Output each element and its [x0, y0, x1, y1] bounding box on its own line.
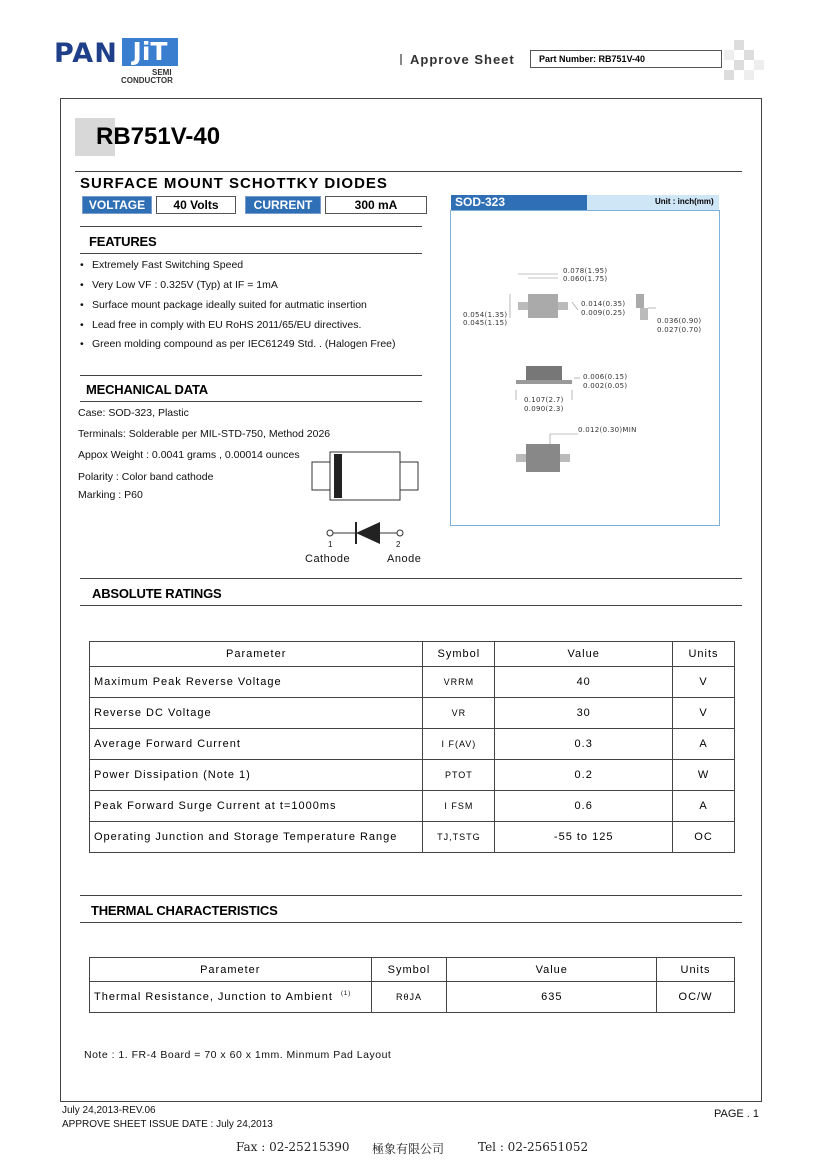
- absolute-ratings-table: [89, 641, 735, 853]
- current-label: CURRENT: [245, 196, 321, 214]
- feature-item: • Surface mount package ideally suited for autmatic insertion: [80, 299, 367, 311]
- mechanical-item: Appox Weight : 0.0041 grams , 0.00014 ounces: [78, 449, 300, 461]
- divider: [80, 895, 742, 896]
- table-cell: A: [673, 791, 735, 822]
- dim-label: 0.036(0.90): [657, 317, 702, 325]
- table-cell: Thermal Resistance, Junction to Ambient $^{(1)}$: [90, 982, 372, 1013]
- mechanical-item: Marking : P60: [78, 489, 143, 501]
- feature-item: • Lead free in comply with EU RoHS 2011/65/EU directives.: [80, 319, 362, 331]
- features-heading: FEATURES: [89, 234, 157, 249]
- table-header: Units: [673, 642, 735, 667]
- table-header: Value: [447, 958, 657, 982]
- fax-number: Fax : 02-25215390: [236, 1140, 350, 1154]
- thermal-heading: THERMAL CHARACTERISTICS: [91, 903, 278, 918]
- table-cell: VR: [423, 698, 495, 729]
- divider: [80, 605, 742, 606]
- table-cell: Average Forward Current: [90, 729, 423, 760]
- current-value: 300 mA: [325, 196, 427, 214]
- table-row: [90, 729, 735, 760]
- table-header: Symbol: [423, 642, 495, 667]
- table-cell: Power Dissipation (Note 1): [90, 760, 423, 791]
- dim-label: 0.014(0.35): [581, 300, 626, 308]
- table-cell: Operating Junction and Storage Temperature Range: [90, 822, 423, 853]
- tel-number: Tel : 02-25651052: [478, 1140, 589, 1154]
- table-cell: I FSM: [423, 791, 495, 822]
- table-cell: 40: [495, 667, 673, 698]
- feature-item: • Extremely Fast Switching Speed: [80, 259, 244, 271]
- table-header: Units: [657, 958, 735, 982]
- voltage-label: VOLTAGE: [82, 196, 152, 214]
- package-unit: Unit : inch(mm): [655, 197, 714, 206]
- table-header: Parameter: [90, 958, 372, 982]
- table-cell: OC: [673, 822, 735, 853]
- table-row: [90, 698, 735, 729]
- table-header-row: [90, 958, 735, 982]
- table-cell: RθJA: [371, 982, 447, 1013]
- logo-semi-text: SEMI: [152, 68, 172, 77]
- divider: [75, 171, 742, 172]
- page-title: RB751V-40: [96, 123, 221, 150]
- divider: [80, 253, 422, 254]
- table-cell: 0.3: [495, 729, 673, 760]
- dim-label: 0.078(1.95): [563, 267, 608, 275]
- dim-label: 0.006(0.15): [583, 373, 628, 381]
- table-row: [90, 822, 735, 853]
- table-cell: I F(AV): [423, 729, 495, 760]
- pin2-label: 2: [396, 540, 401, 549]
- logo-jit-text: JiT: [122, 38, 178, 66]
- mechanical-item: Terminals: Solderable per MIL-STD-750, Method 2026: [78, 428, 331, 440]
- table-cell: 0.6: [495, 791, 673, 822]
- dim-label: 0.002(0.05): [583, 382, 628, 390]
- package-name: SOD-323: [451, 195, 587, 210]
- table-cell: V: [673, 667, 735, 698]
- divider: [80, 922, 742, 923]
- approve-sheet-label: Approve Sheet: [400, 52, 515, 67]
- table-cell: PTOT: [423, 760, 495, 791]
- anode-label: Anode: [387, 553, 422, 565]
- table-cell: -55 to 125: [495, 822, 673, 853]
- pin1-label: 1: [328, 540, 333, 549]
- table-cell: V: [673, 698, 735, 729]
- divider: [80, 226, 422, 227]
- table-cell: Maximum Peak Reverse Voltage: [90, 667, 423, 698]
- dim-label: 0.027(0.70): [657, 326, 702, 334]
- table-row: [90, 760, 735, 791]
- divider: [80, 578, 742, 579]
- mechanical-item: Polarity : Color band cathode: [78, 471, 214, 483]
- dim-label: 0.012(0.30)MIN: [578, 426, 637, 434]
- mechanical-item: Case: SOD-323, Plastic: [78, 407, 189, 419]
- feature-item: • Green molding compound as per IEC61249 Std. . (Halogen Free): [80, 338, 396, 350]
- dim-label: 0.045(1.15): [463, 319, 508, 327]
- feature-item: • Very Low VF : 0.325V (Typ) at IF = 1mA: [80, 279, 278, 291]
- table-cell: 0.2: [495, 760, 673, 791]
- table-header-row: [90, 642, 735, 667]
- table-cell: A: [673, 729, 735, 760]
- logo-pan-text: PAN: [54, 38, 118, 69]
- part-number-box: Part Number: RB751V-40: [530, 50, 722, 68]
- dim-label: 0.009(0.25): [581, 309, 626, 317]
- diode-package-drawing: [310, 448, 420, 508]
- package-dimension-drawing: [450, 260, 720, 480]
- absolute-ratings-heading: ABSOLUTE RATINGS: [92, 586, 222, 601]
- dim-label: 0.090(2.3): [524, 405, 564, 413]
- table-cell: W: [673, 760, 735, 791]
- note: Note : 1. FR-4 Board = 70 x 60 x 1mm. Minmum Pad Layout: [84, 1049, 392, 1061]
- table-cell: Peak Forward Surge Current at t=1000ms: [90, 791, 423, 822]
- table-cell: 30: [495, 698, 673, 729]
- company-name: 極象有限公司: [372, 1142, 445, 1156]
- table-cell: Reverse DC Voltage: [90, 698, 423, 729]
- table-cell: OC/W: [657, 982, 735, 1013]
- logo-conductor-text: CONDUCTOR: [121, 76, 173, 85]
- table-header: Symbol: [371, 958, 447, 982]
- mechanical-heading: MECHANICAL DATA: [86, 382, 208, 397]
- table-row: [90, 982, 735, 1013]
- table-row: [90, 791, 735, 822]
- table-cell: VRRM: [423, 667, 495, 698]
- voltage-value: 40 Volts: [156, 196, 236, 214]
- dim-label: 0.107(2.7): [524, 396, 564, 404]
- table-header: Value: [495, 642, 673, 667]
- divider: [80, 375, 422, 376]
- table-row: [90, 667, 735, 698]
- table-header: Parameter: [90, 642, 423, 667]
- cathode-label: Cathode: [305, 553, 351, 565]
- divider: [80, 401, 422, 402]
- table-cell: 635: [447, 982, 657, 1013]
- dim-label: 0.054(1.35): [463, 311, 508, 319]
- issue-date: APPROVE SHEET ISSUE DATE : July 24,2013: [62, 1119, 273, 1130]
- table-cell: TJ,TSTG: [423, 822, 495, 853]
- page-number: PAGE . 1: [714, 1108, 760, 1120]
- thermal-table: [89, 957, 735, 1013]
- date-revision: July 24,2013-REV.06: [62, 1105, 156, 1116]
- subtitle: SURFACE MOUNT SCHOTTKY DIODES: [80, 175, 388, 192]
- dim-label: 0.060(1.75): [563, 275, 608, 283]
